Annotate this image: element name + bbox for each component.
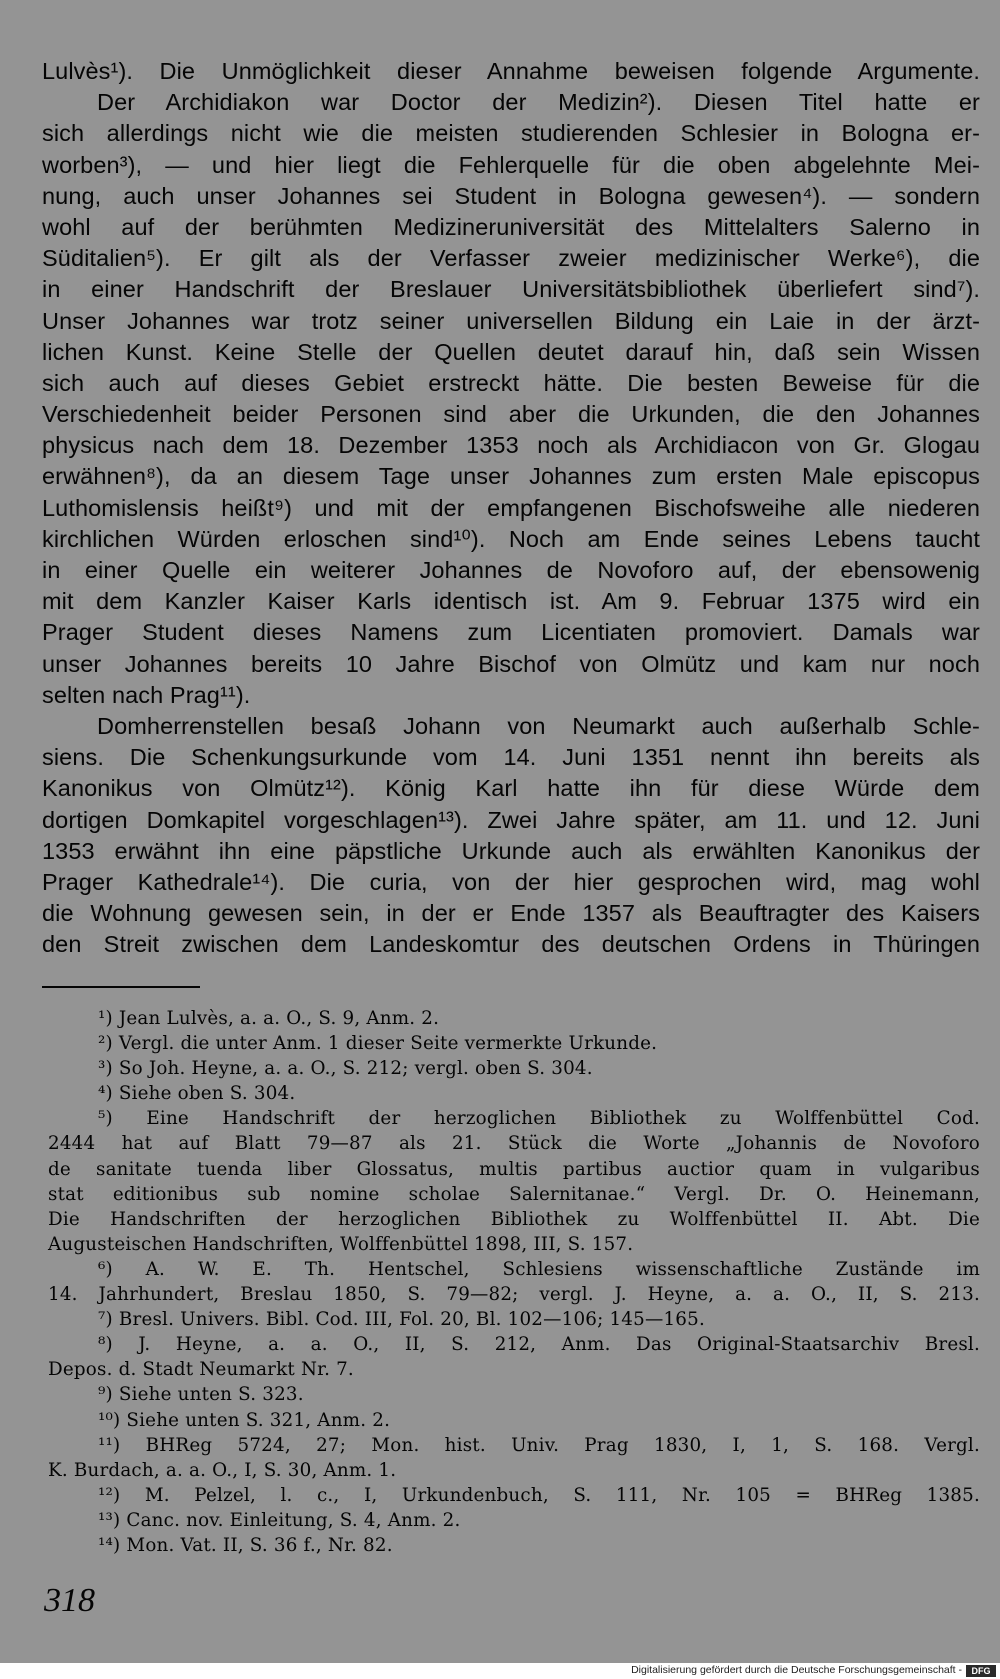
text-line: Prager Kathedrale¹⁴). Die curia, von der hier gesprochen wird, mag wohl: [42, 868, 980, 895]
text-line: physicus nach dem 18. Dezember 1353 noch als Archidiacon von Gr. Glogau: [42, 432, 980, 459]
text-line: kirchlichen Würden erloschen sind¹⁰). Noch am Ende seines Lebens taucht: [42, 525, 980, 552]
text-line: nung, auch unser Johannes sei Student in Bologna gewesen⁴). — sondern: [42, 182, 980, 209]
footnote-line: Augusteischen Handschriften, Wolffenbüttel 1898, III, S. 157.: [48, 1233, 634, 1255]
footnote-line: ⁴) Siehe oben S. 304.: [98, 1083, 296, 1105]
main-text: [42, 56, 980, 960]
text-line: Der Archidiakon war Doctor der Medizin²). Diesen Titel hatte er: [97, 89, 980, 116]
footnote-line: ⁶) A. W. E. Th. Hentschel, Schlesiens wissenschaftliche Zustände im: [98, 1258, 980, 1280]
footnote-line: ¹²) M. Pelzel, l. c., I, Urkundenbuch, S. 111, Nr. 105 = BHReg 1385.: [98, 1484, 980, 1506]
footnote-line: ²) Vergl. die unter Anm. 1 dieser Seite vermerkte Urkunde.: [98, 1033, 658, 1055]
text-line: selten nach Prag¹¹).: [42, 681, 251, 708]
footnote-separator: [42, 986, 200, 988]
text-line: Verschiedenheit beider Personen sind aber die Urkunden, die den Johannes: [42, 401, 980, 428]
footnote-line: Die Handschriften der herzoglichen Bibliothek zu Wolffenbüttel II. Abt. Die: [48, 1208, 980, 1230]
text-line: sich allerdings nicht wie die meisten studierenden Schlesier in Bologna er-: [42, 120, 980, 147]
text-line: 1353 erwähnt ihn eine päpstliche Urkunde auch als erwählten Kanonikus der: [42, 837, 980, 864]
text-line: unser Johannes bereits 10 Jahre Bischof von Olmütz und kam nur noch: [42, 650, 980, 677]
footnote-line: K. Burdach, a. a. O., I, S. 30, Anm. 1.: [48, 1459, 397, 1481]
text-line: Süditalien⁵). Er gilt als der Verfasser zweier medizinischer Werke⁶), die: [42, 245, 980, 272]
footnote-line: 2444 hat auf Blatt 79—87 als 21. Stück die Worte „Johannis de Novoforo: [48, 1133, 980, 1155]
footnote-line: ⁸) J. Heyne, a. a. O., II, S. 212, Anm. Das Original-Staatsarchiv Bresl.: [98, 1334, 980, 1356]
text-line: dortigen Domkapitel vorgeschlagen¹³). Zwei Jahre später, am 11. und 12. Juni: [42, 806, 980, 833]
text-line: in einer Quelle ein weiterer Johannes de Novoforo auf, der ebensowenig: [42, 557, 980, 583]
footnote-line: ⁵) Eine Handschrift der herzoglichen Bibliothek zu Wolffenbüttel Cod.: [98, 1108, 980, 1130]
text-line: Prager Student dieses Namens zum Licentiaten promoviert. Damals war: [42, 619, 980, 646]
text-line: siens. Die Schenkungsurkunde vom 14. Juni 1351 nennt ihn bereits als: [42, 744, 980, 771]
footnotes: [48, 1006, 980, 1558]
footnote-line: de sanitate tuenda liber Glossatus, multis partibus auctior quam in vulgaribus: [48, 1158, 980, 1180]
text-line: mit dem Kanzler Kaiser Karls identisch ist. Am 9. Februar 1375 wird ein: [42, 588, 980, 615]
text-line: Luthomislensis heißt⁹) und mit der empfangenen Bischofsweihe alle niederen: [42, 494, 980, 521]
text-line: die Wohnung gewesen sein, in der er Ende 1357 als Beauftragter des Kaisers: [42, 900, 980, 927]
footnote-line: ³) So Joh. Heyne, a. a. O., S. 212; vergl. oben S. 304.: [98, 1058, 593, 1080]
text-line: Lulvès¹). Die Unmöglichkeit dieser Annahme beweisen folgende Argumente.: [42, 58, 980, 84]
dfg-logo: DFG: [966, 1665, 996, 1677]
footnote-line: ¹¹) BHReg 5724, 27; Mon. hist. Univ. Prag 1830, I, 1, S. 168. Vergl.: [98, 1434, 980, 1456]
footnote-line: ¹³) Canc. nov. Einleitung, S. 4, Anm. 2.: [98, 1509, 461, 1531]
text-line: erwähnen⁸), da an diesem Tage unser Johannes zum ersten Male episcopus: [42, 463, 980, 490]
text-line: Domherrenstellen besaß Johann von Neumarkt auch außerhalb Schle-: [97, 712, 980, 739]
text-line: in einer Handschrift der Breslauer Universitätsbibliothek überliefert sind⁷).: [42, 276, 980, 303]
text-line: worben³), — und hier liegt die Fehlerquelle für die oben abgelehnte Mei-: [42, 151, 980, 178]
digitization-footer: [0, 1663, 1000, 1679]
funding-credit: Digitalisierung gefördert durch die Deutsche Forschungsgemeinschaft -: [631, 1664, 962, 1676]
footnote-line: Depos. d. Stadt Neumarkt Nr. 7.: [48, 1359, 354, 1381]
text-line: Kanonikus von Olmütz¹²). König Karl hatte ihn für diese Würde dem: [42, 775, 980, 802]
footnote-line: ¹⁰) Siehe unten S. 321, Anm. 2.: [98, 1409, 391, 1431]
text-line: Unser Johannes war trotz seiner universellen Bildung ein Laie in der ärzt-: [42, 307, 980, 334]
footnote-line: ¹⁴) Mon. Vat. II, S. 36 f., Nr. 82.: [98, 1534, 393, 1556]
page-number: 318: [44, 1582, 95, 1619]
footnote-line: stat editionibus sub nomine scholae Salernitanae.“ Vergl. Dr. O. Heinemann,: [48, 1183, 980, 1205]
footnote-line: ¹) Jean Lulvès, a. a. O., S. 9, Anm. 2.: [98, 1008, 440, 1029]
footnote-line: ⁷) Bresl. Univers. Bibl. Cod. III, Fol. 20, Bl. 102—106; 145—165.: [98, 1309, 705, 1331]
footnote-line: ⁹) Siehe unten S. 323.: [98, 1384, 304, 1406]
text-line: lichen Kunst. Keine Stelle der Quellen deutet darauf hin, daß sein Wissen: [42, 338, 980, 365]
text-line: den Streit zwischen dem Landeskomtur des deutschen Ordens in Thüringen: [42, 931, 980, 958]
text-line: sich auch auf dieses Gebiet erstreckt hätte. Die besten Beweise für die: [42, 369, 980, 396]
footnote-line: 14. Jahrhundert, Breslau 1850, S. 79—82; vergl. J. Heyne, a. a. O., II, S. 213.: [48, 1284, 980, 1306]
text-line: wohl auf der berühmten Medizineruniversität des Mittelalters Salerno in: [42, 213, 980, 240]
